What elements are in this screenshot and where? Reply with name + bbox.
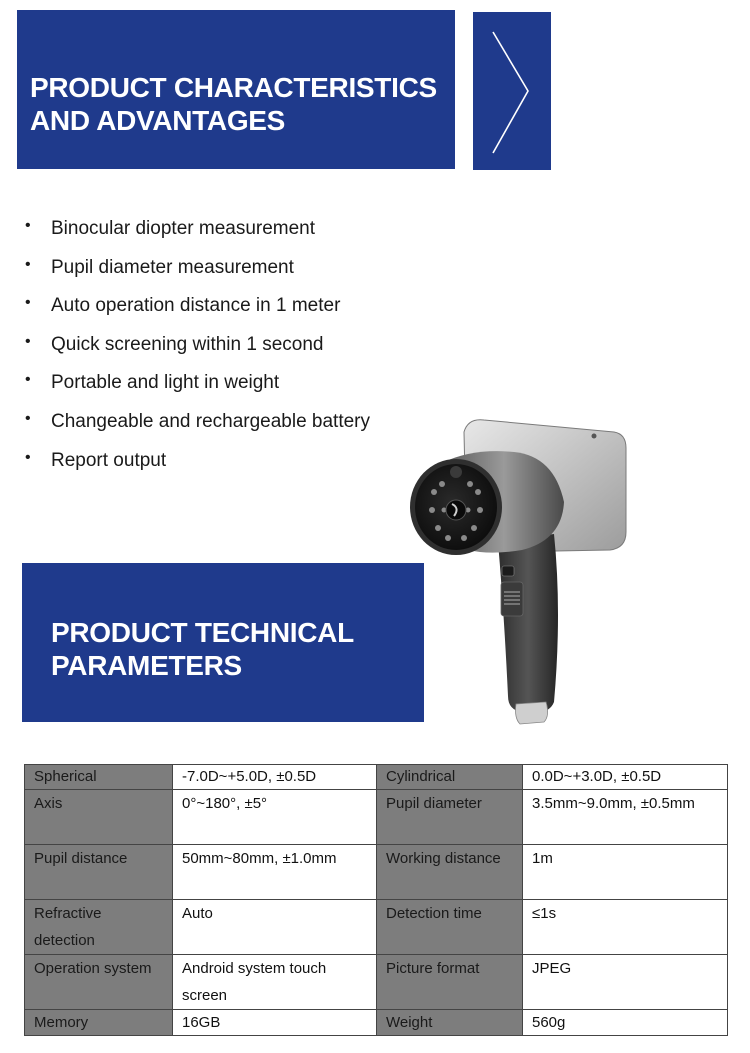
spec-value: Android system touch screen [173,955,377,1010]
spec-label: Pupil distance [25,845,173,900]
spec-label: Working distance [377,845,523,900]
spec-label: Cylindrical [377,765,523,790]
feature-item: • Changeable and rechargeable battery [24,407,370,446]
vision-screener-device-image [404,412,636,732]
next-arrow-box [473,12,551,170]
table-row [25,1010,728,1036]
table-row [25,845,728,900]
parameters-banner [22,563,424,722]
spec-label: Pupil diameter [377,790,523,845]
spec-value: -7.0D~+5.0D, ±0.5D [173,765,377,790]
parameters-title [51,616,354,682]
spec-value: 560g [523,1010,728,1036]
spec-label: Operation system [25,955,173,1010]
table-row [25,790,728,845]
spec-value: Auto [173,900,377,955]
spec-label: Weight [377,1010,523,1036]
spec-value: 16GB [173,1010,377,1036]
spec-value: 50mm~80mm, ±1.0mm [173,845,377,900]
feature-list [24,214,370,484]
parameters-title-line-1: PRODUCT TECHNICAL [51,617,354,648]
chevron-right-icon [473,12,551,170]
spec-label: Refractive detection [25,900,173,955]
spec-value: 0°~180°, ±5° [173,790,377,845]
characteristics-title [30,71,437,137]
spec-label: Spherical [25,765,173,790]
feature-item: • Portable and light in weight [24,368,370,407]
table-row [25,955,728,1010]
spec-value: ≤1s [523,900,728,955]
characteristics-title-line-1: PRODUCT CHARACTERISTICS [30,72,437,103]
table-row [25,900,728,955]
spec-value: JPEG [523,955,728,1010]
characteristics-banner [17,10,455,169]
feature-item: • Auto operation distance in 1 meter [24,291,370,330]
spec-value: 3.5mm~9.0mm, ±0.5mm [523,790,728,845]
table-row [25,765,728,790]
feature-item: • Pupil diameter measurement [24,253,370,292]
spec-label: Memory [25,1010,173,1036]
parameters-title-line-2: PARAMETERS [51,650,242,681]
feature-item: • Binocular diopter measurement [24,214,370,253]
spec-value: 0.0D~+3.0D, ±0.5D [523,765,728,790]
characteristics-title-line-2: AND ADVANTAGES [30,105,286,136]
feature-item: • Quick screening within 1 second [24,330,370,369]
spec-label: Axis [25,790,173,845]
spec-value: 1m [523,845,728,900]
spec-label: Picture format [377,955,523,1010]
spec-label: Detection time [377,900,523,955]
feature-item: • Report output [24,446,370,485]
spec-table [24,764,728,1036]
